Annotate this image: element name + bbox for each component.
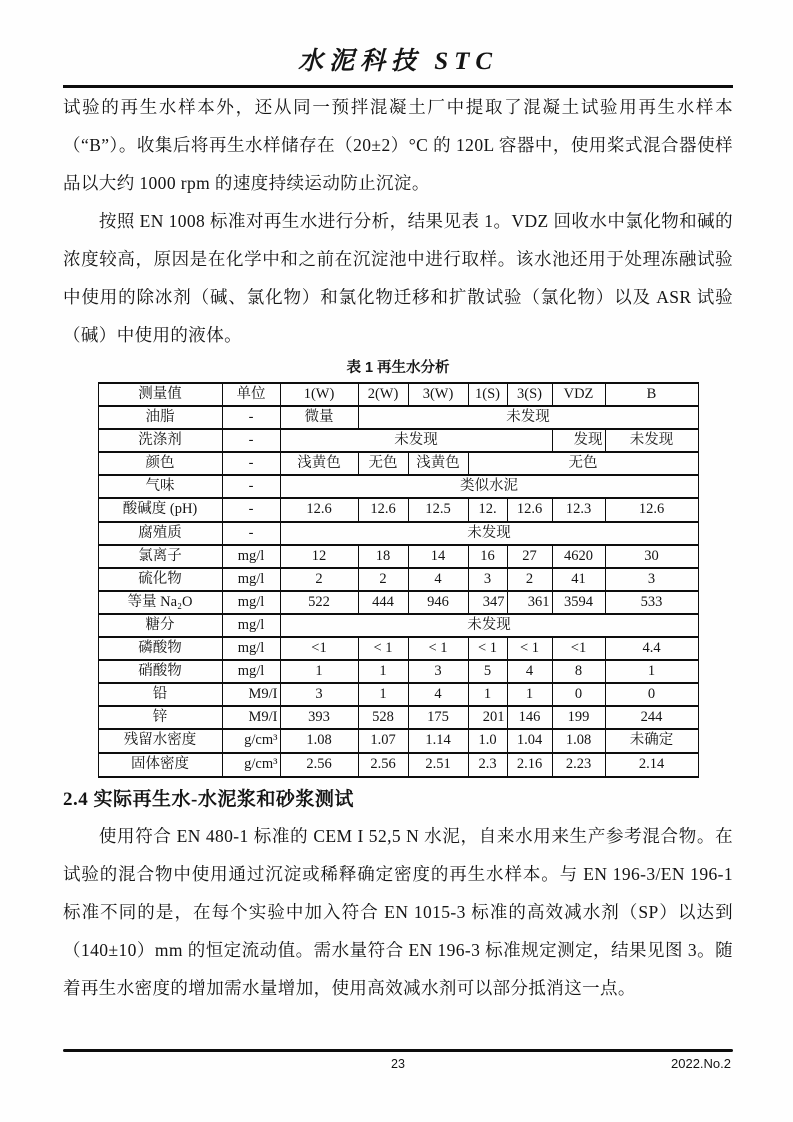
table-cell: 1 [358,683,408,706]
table-cell: 3 [605,568,698,591]
table-cell: 颜色 [98,452,222,475]
table-cell: 12.6 [280,498,358,522]
table-cell: 1.08 [552,729,605,753]
section-heading: 2.4 实际再生水-水泥浆和砂浆测试 [63,788,354,810]
table-cell: 浅黄色 [408,452,468,475]
table-cell: g/cm³ [222,753,280,777]
table-cell: 1 [468,683,507,706]
table-cell: 12. [468,498,507,522]
table-cell: 残留水密度 [98,729,222,753]
table-cell: mg/l [222,545,280,568]
table-row [98,452,698,475]
table-cell: 硝酸物 [98,660,222,683]
table-cell: 糖分 [98,614,222,637]
table-cell: 14 [408,545,468,568]
table-row [98,706,698,729]
table-row [98,429,698,452]
table-cell: - [222,475,280,498]
table-cell: 微量 [280,406,358,429]
table-cell: 528 [358,706,408,729]
table-cell: 347 [468,591,507,614]
table-cell: 2 [280,568,358,591]
table-header-cell: 1(S) [468,383,507,406]
table-row [98,406,698,429]
table-cell: 146 [507,706,552,729]
table-cell: 磷酸物 [98,637,222,660]
table-cell: 3 [408,660,468,683]
table-cell: mg/l [222,591,280,614]
table-cell: mg/l [222,660,280,683]
table-caption: 表 1 再生水分析 [346,359,450,376]
table-cell: 酸碱度 (pH) [98,498,222,522]
table-row [98,591,698,614]
table-cell: < 1 [408,637,468,660]
table-cell: 0 [605,683,698,706]
table-cell: 12.3 [552,498,605,522]
table-row [98,753,698,777]
journal-title: 水泥科技 STC [297,48,499,75]
table-cell: 41 [552,568,605,591]
table-cell: 4 [507,660,552,683]
table-cell: 4 [408,683,468,706]
table-cell: 1.04 [507,729,552,753]
section-paragraphs [63,817,733,1007]
table-cell: 浅黄色 [280,452,358,475]
table-header-row [98,383,698,406]
table-cell: 油脂 [98,406,222,429]
table-cell: 12.5 [408,498,468,522]
table-cell: 30 [605,545,698,568]
table-cell: 199 [552,706,605,729]
table-cell: 2.56 [280,753,358,777]
table-cell: 1.14 [408,729,468,753]
table-cell: 2 [358,568,408,591]
table-cell: - [222,452,280,475]
table-row [98,683,698,706]
table-cell: 未发现 [280,522,698,545]
table-cell: 2 [507,568,552,591]
table-cell: - [222,406,280,429]
table-cell: 未发现 [280,614,698,637]
table-cell: 1.07 [358,729,408,753]
table-cell: < 1 [468,637,507,660]
table-header-cell: 1(W) [280,383,358,406]
table-row [98,637,698,660]
table-header-cell: VDZ [552,383,605,406]
table-cell: 4 [408,568,468,591]
table-cell: 12.6 [605,498,698,522]
table-cell: 12.6 [507,498,552,522]
table-cell: 未确定 [605,729,698,753]
table-cell: 2.16 [507,753,552,777]
table-header-cell: 3(S) [507,383,552,406]
table-cell: 175 [408,706,468,729]
table-cell: 1.08 [280,729,358,753]
table-cell: 2.56 [358,753,408,777]
table-cell: <1 [280,637,358,660]
table-cell: 3 [468,568,507,591]
table-cell: 1 [507,683,552,706]
table-cell: 533 [605,591,698,614]
table-cell: 2.14 [605,753,698,777]
table-cell: - [222,498,280,522]
table-cell: 类似水泥 [280,475,698,498]
analysis-table [98,382,699,778]
table-cell: 8 [552,660,605,683]
table-header-cell: 3(W) [408,383,468,406]
table-header-cell: 2(W) [358,383,408,406]
table-cell: 发现 [552,429,605,452]
table-cell: g/cm³ [222,729,280,753]
table-cell: mg/l [222,568,280,591]
table-cell: - [222,429,280,452]
table-cell: 1 [358,660,408,683]
page-header [63,42,733,88]
body-paragraphs [63,88,733,354]
table-row [98,498,698,522]
table-header-cell: 测量值 [98,383,222,406]
table-cell: 1 [605,660,698,683]
table-cell: 522 [280,591,358,614]
table-cell: < 1 [507,637,552,660]
footer-row [63,1052,733,1076]
table-cell: M9/I [222,683,280,706]
table-cell: 2.3 [468,753,507,777]
table-cell: 5 [468,660,507,683]
table-row [98,568,698,591]
table-cell: 未发现 [358,406,698,429]
table-cell: 3594 [552,591,605,614]
paragraph: 使用符合 EN 480-1 标准的 CEM I 52,5 N 水泥，自来水用来生产参考混合物。在试验的混合物中使用通过沉淀或稀释确定密度的再生水样本。与 EN 196-3/EN 196-1 标准不同的是，在每个实验中加入符合 EN 1015-3 标准的高效减水剂（SP）以达到（140±10）mm 的恒定流动值。需水量符合 EN 196-3 标准规定测定，结果见图 3。随着再生水密度的增加需水量增加，使用高效减水剂可以部分抵消这一点。 [63,825,733,998]
table-cell: 444 [358,591,408,614]
table-row [98,660,698,683]
table-cell: mg/l [222,637,280,660]
issue-label: 2022.No.2 [671,1056,731,1071]
table-cell: M9/I [222,706,280,729]
table-cell: 201 [468,706,507,729]
page-footer [63,1049,733,1076]
table-cell: - [222,522,280,545]
table-cell: 固体密度 [98,753,222,777]
table-cell: 1 [280,660,358,683]
table-cell: 12.6 [358,498,408,522]
table-cell: 946 [408,591,468,614]
table-cell: 腐殖质 [98,522,222,545]
table-cell: 氯离子 [98,545,222,568]
table-cell: 2.51 [408,753,468,777]
table-row [98,475,698,498]
table-cell: 18 [358,545,408,568]
table-cell: 393 [280,706,358,729]
table-cell: 16 [468,545,507,568]
table-cell: 244 [605,706,698,729]
table-cell: 未发现 [605,429,698,452]
table-cell: <1 [552,637,605,660]
table-cell: 气味 [98,475,222,498]
paragraph: 按照 EN 1008 标准对再生水进行分析，结果见表 1。VDZ 回收水中氯化物和碱的浓度较高，原因是在化学中和之前在沉淀池中进行取样。该水池还用于处理冻融试验中使用的除冰剂（碱、氯化物）和氯化物迁移和扩散试验（氯化物）以及 ASR 试验（碱）中使用的液体。 [63,210,733,345]
table-cell: 0 [552,683,605,706]
table-cell: 锌 [98,706,222,729]
table-cell: 1.0 [468,729,507,753]
table-cell: 无色 [468,452,698,475]
table-cell: 4.4 [605,637,698,660]
table-cell: 2.23 [552,753,605,777]
table-cell: 361 [507,591,552,614]
table-row [98,522,698,545]
table-cell: < 1 [358,637,408,660]
table-cell: 硫化物 [98,568,222,591]
table-cell: 铅 [98,683,222,706]
table-cell: 未发现 [280,429,552,452]
table-cell: 3 [280,683,358,706]
table-cell: 4620 [552,545,605,568]
table-row [98,614,698,637]
table-header-cell: 单位 [222,383,280,406]
table-cell: mg/l [222,614,280,637]
table-cell: 12 [280,545,358,568]
table-row [98,545,698,568]
page-number: 23 [391,1057,405,1071]
table-row [98,729,698,753]
table-header-cell: B [605,383,698,406]
table-cell: 等量 Na₂O [98,591,222,614]
table-cell: 27 [507,545,552,568]
table-cell: 洗涤剂 [98,429,222,452]
table-cell: 无色 [358,452,408,475]
paragraph: 试验的再生水样本外，还从同一预拌混凝土厂中提取了混凝土试验用再生水样本（“B”）。收集后将再生水样储存在（20±2）°C 的 120L 容器中，使用桨式混合器使样品以大约 1000 rpm 的速度持续运动防止沉淀。 [63,96,733,193]
